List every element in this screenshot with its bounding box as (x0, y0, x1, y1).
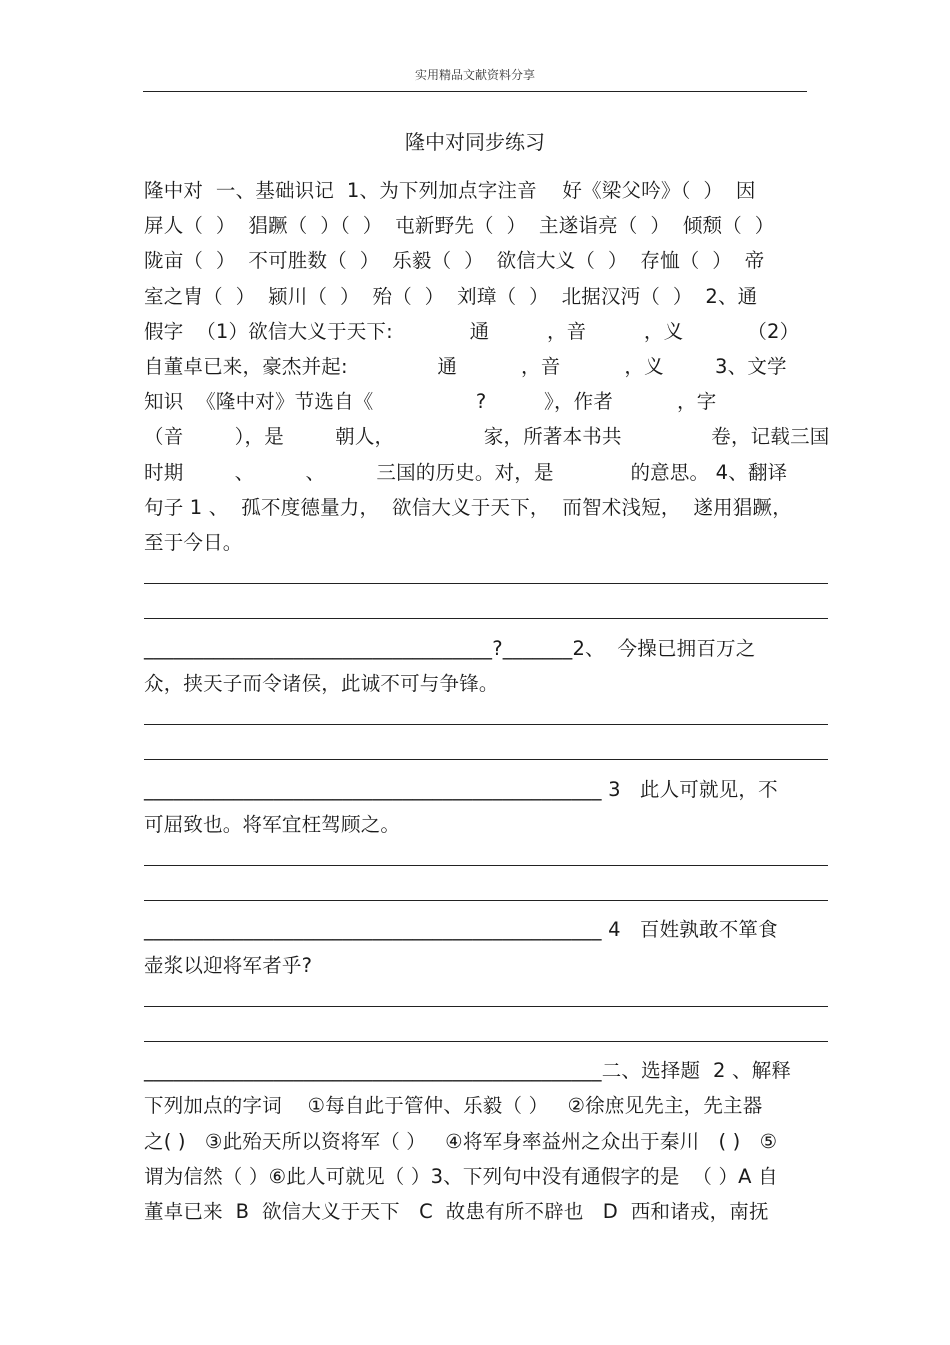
text-line: ___________________________________?_______2、 今操已拥百万之 (144, 637, 756, 660)
text-line: 至于今日。 (144, 531, 243, 554)
text-line: 时期 、 、 三国的历史。对，是 的意思。 4、翻译 (144, 461, 788, 484)
text-line: 陇亩（ ） 不可胜数（ ） 乐毅（ ） 欲信大义（ ） 存恤（ ） 帝 (144, 249, 765, 272)
answer-line (144, 865, 828, 866)
text-line: （音 ），是 朝人， 家，所著本书共 卷，记载三国 (144, 425, 830, 448)
text-line: 壶浆以迎将军者乎? (144, 954, 313, 977)
header-divider (143, 91, 807, 92)
text-line: ______________________________________________二、选择题 2 、解释 (144, 1059, 792, 1082)
answer-line (144, 618, 828, 619)
text-line: 谓为信然（ ）⑥此人可就见（ ）3、下列句中没有通假字的是 （ ）A 自 (144, 1165, 778, 1188)
answer-line (144, 1006, 828, 1007)
text-line: 隆中对 一、基础识记 1、为下列加点字注音 好《梁父吟》（ ） 因 (144, 179, 756, 202)
document-title: 隆中对同步练习 (405, 130, 545, 154)
text-line: 下列加点的字词 ①每自此于管仲、乐毅（ ） ②徐庶见先主，先主器 (144, 1094, 763, 1117)
page-header: 实用精品文献资料分享 (414, 68, 535, 82)
answer-line (144, 900, 828, 901)
text-line: ______________________________________________ 4 百姓孰敢不箪食 (144, 918, 778, 941)
text-line: 董卓已来 B 欲信大义于天下 C 故患有所不辟也 D 西和诸戎，南抚 (144, 1200, 769, 1223)
answer-line (144, 583, 828, 584)
answer-line (144, 1041, 828, 1042)
text-line: 室之胄（ ） 颍川（ ） 殆（ ） 刘璋（ ） 北据汉沔（ ） 2、通 (144, 285, 758, 308)
text-line: 句子 1 、 孤不度德量力， 欲信大义于天下， 而智术浅短， 遂用猖蹶， (144, 496, 792, 519)
text-line: 假字 （1）欲信大义于天下: 通 ，音 ，义 （2） (144, 320, 800, 343)
text-line: 知识 《隆中对》节选自《 ? 》，作者 ，字 (144, 390, 717, 413)
text-line: 可屈致也。将军宜枉驾顾之。 (144, 813, 401, 836)
text-line: 之( ) ③此殆天所以资将军（ ） ④将军身率益州之众出于秦川 ( ) ⑤ (144, 1130, 778, 1153)
text-line: 自董卓已来，豪杰并起: 通 ，音 ，义 3、文学 (144, 355, 787, 378)
text-line: 众，挟天子而令诸侯，此诚不可与争锋。 (144, 672, 499, 695)
answer-line (144, 724, 828, 725)
answer-line (144, 759, 828, 760)
text-line: ______________________________________________ 3 此人可就见，不 (144, 778, 778, 801)
text-line: 屏人（ ） 猖蹶（ ）（ ） 屯新野先（ ） 主遂诣亮（ ） 倾颓（ ） (144, 214, 775, 237)
